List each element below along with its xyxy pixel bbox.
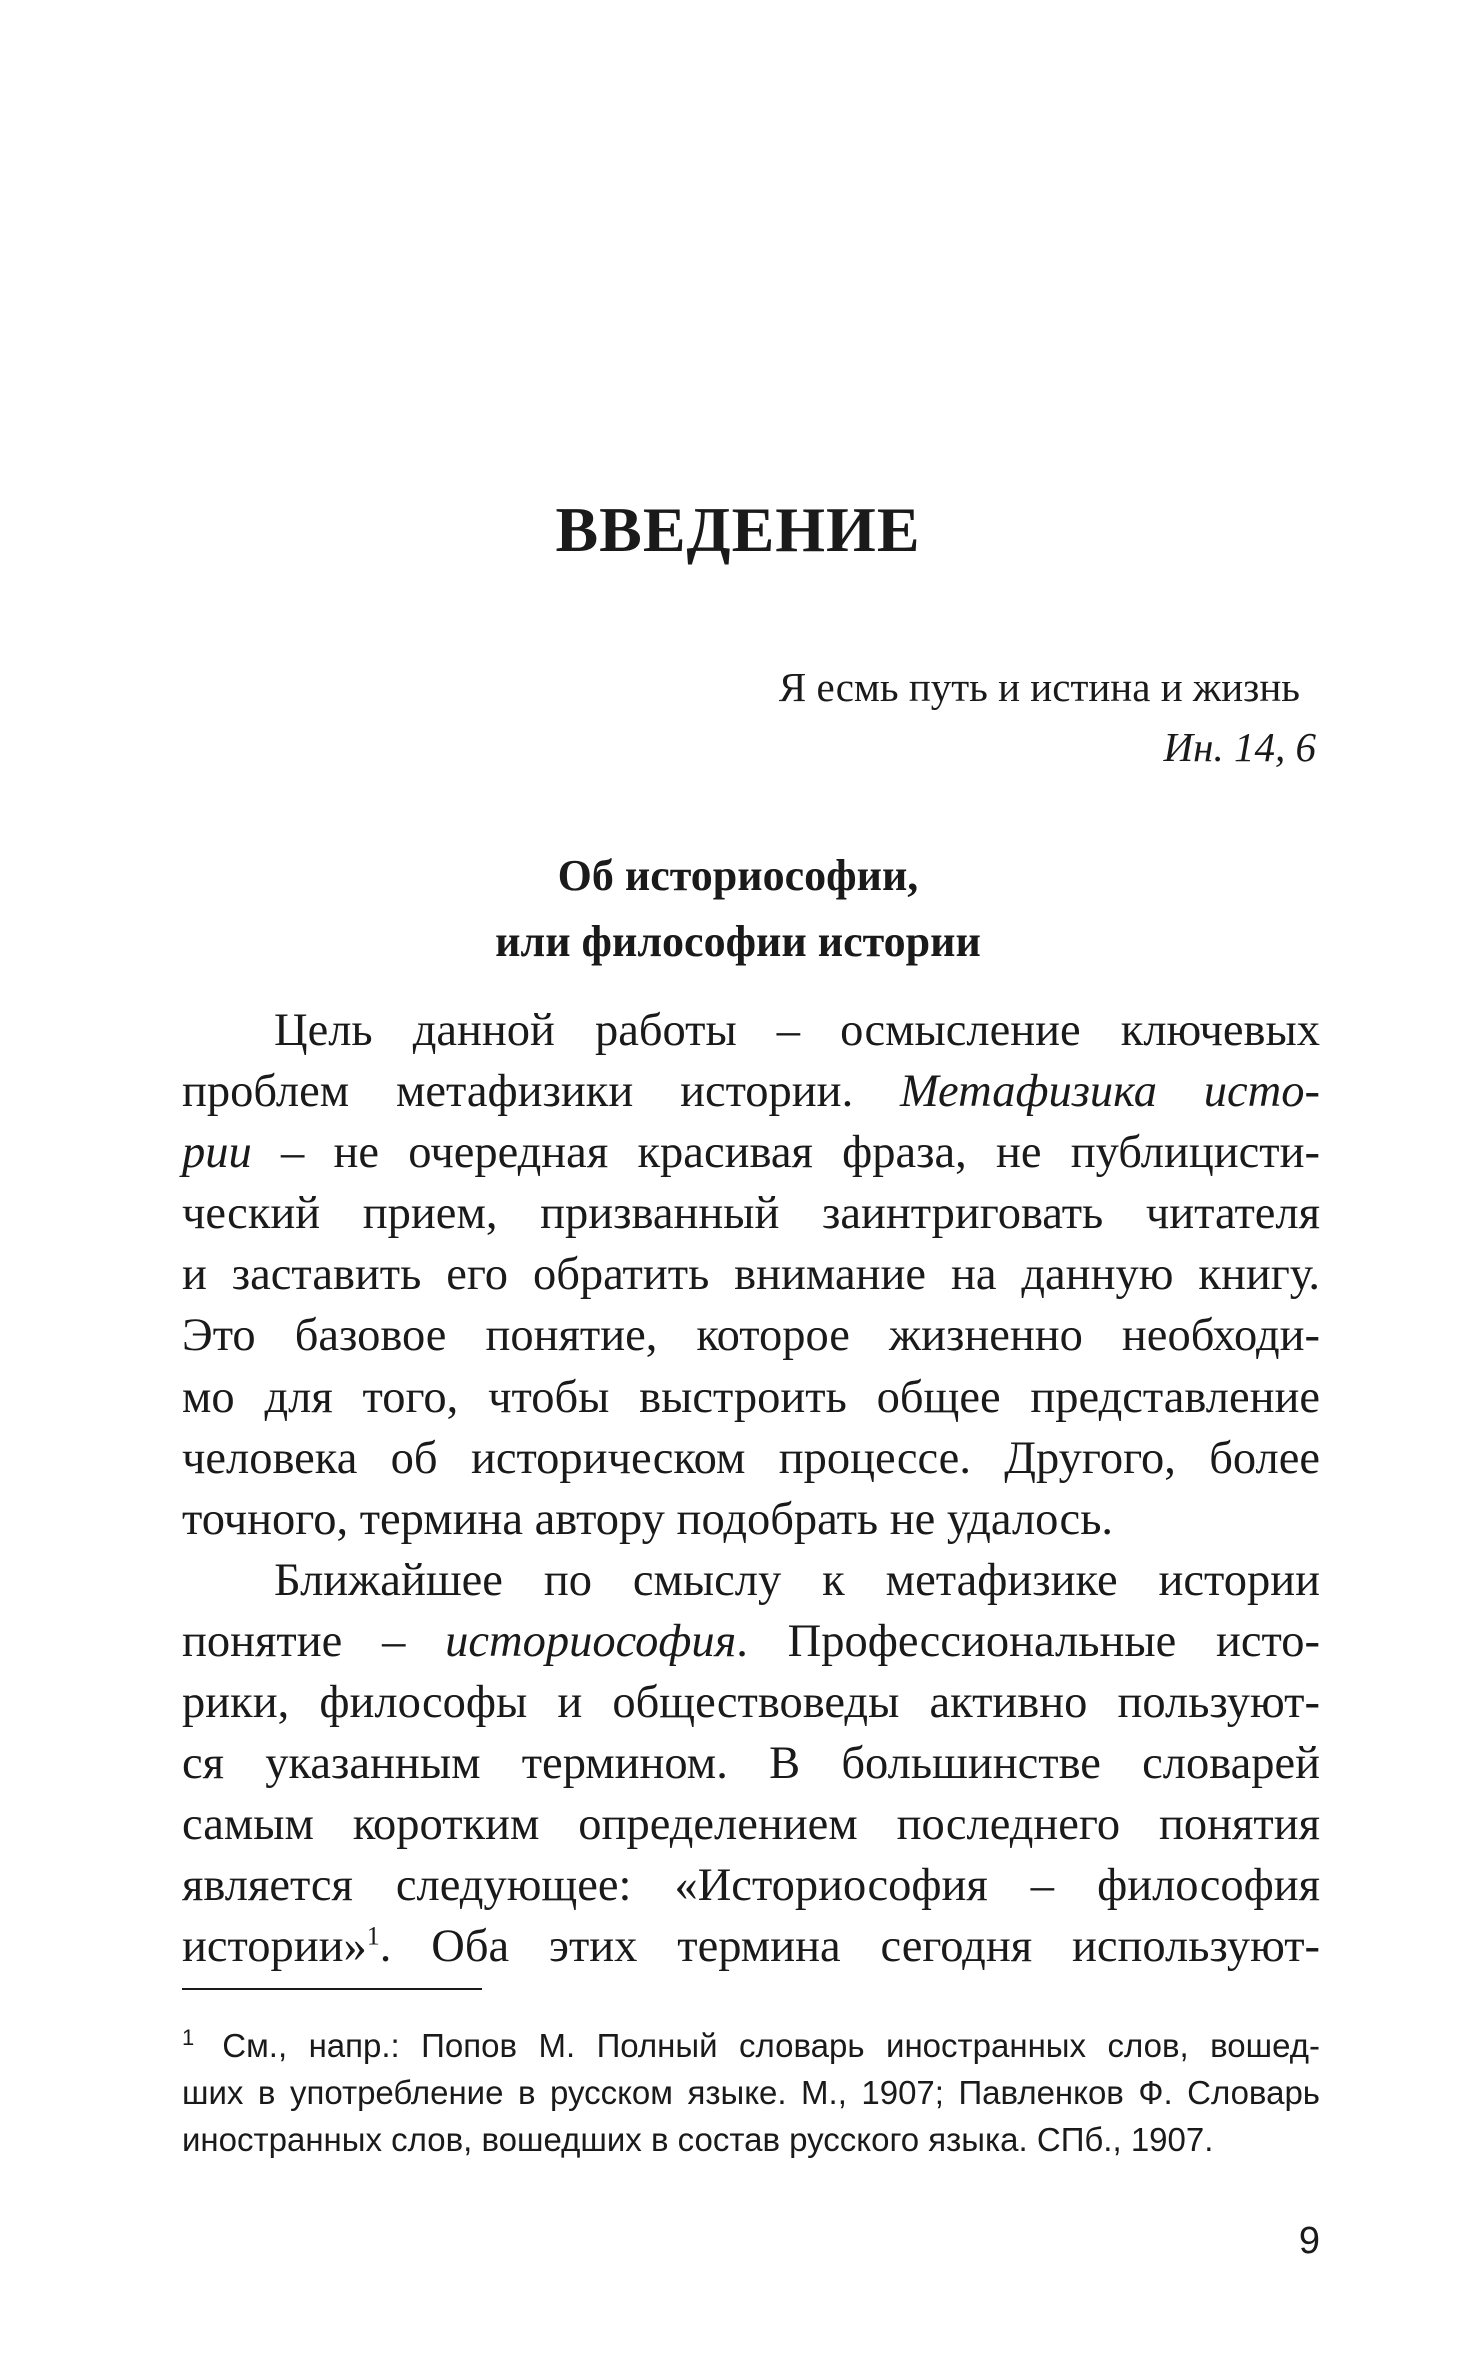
footnote-reference: 1: [366, 1921, 380, 1951]
body-fragment: понятие –: [182, 1615, 446, 1667]
body-line: точного, термина автору подобрать не удалось.: [182, 1493, 1114, 1545]
footnote-marker: 1: [182, 2025, 195, 2050]
epigraph-quote: Я есмь путь и истина и жизнь: [778, 664, 1300, 710]
body-line: человека об историческом процессе. Другого, более: [182, 1432, 1320, 1484]
footnote-line: ших в употребление в русском языке. М., 1907; Павленков Ф. Словарь: [182, 2074, 1320, 2111]
body-emphasis: Метафизика исто-: [899, 1066, 1320, 1118]
body-line: мо для того, чтобы выстроить общее представление: [182, 1371, 1320, 1423]
footnote-divider: [182, 1988, 482, 1990]
body-line: Ближайшее по смыслу к метафизике истории: [274, 1554, 1320, 1606]
body-line: Это базовое понятие, которое жизненно необходи-: [182, 1310, 1320, 1362]
chapter-title: ВВЕДЕНИЕ: [555, 494, 921, 565]
epigraph-source: Ин. 14, 6: [1163, 724, 1316, 770]
body-line: [182, 1061, 1320, 1122]
body-emphasis: историософия: [445, 1615, 737, 1667]
body-line: рики, философы и обществоведы активно пользуют-: [182, 1677, 1320, 1729]
body-fragment: проблем метафизики истории.: [182, 1066, 900, 1118]
body-line: [182, 1122, 1320, 1183]
footnote-line: иностранных слов, вошедших в состав русского языка. СПб., 1907.: [182, 2121, 1214, 2158]
epigraph: [779, 657, 1316, 777]
body-line: Цель данной работы – осмысление ключевых: [274, 1005, 1320, 1056]
body-line: является следующее: «Историософия – философия: [182, 1860, 1320, 1912]
body-line: ческий прием, призванный заинтриговать читателя: [182, 1188, 1320, 1240]
footnote-fragment: См., напр.: Попов М. Полный словарь иностранных слов, вошед-: [222, 2027, 1320, 2064]
body-text: [182, 1000, 1320, 1978]
body-fragment: . Профессиональные исто-: [736, 1615, 1320, 1667]
page-number: 9: [1298, 2220, 1320, 2262]
body-line: [182, 1916, 1320, 1977]
section-title: [0, 843, 1476, 975]
body-fragment: истории»: [182, 1921, 367, 1973]
body-fragment: – не очередная красивая фраза, не публицисти-: [251, 1127, 1320, 1179]
body-fragment: . Оба этих термина сегодня используют-: [379, 1921, 1320, 1973]
body-line: и заставить его обратить внимание на данную книгу.: [182, 1249, 1320, 1301]
body-line: самым коротким определением последнего понятия: [182, 1799, 1320, 1851]
footnote-line: [182, 2022, 1320, 2069]
body-line: ся указанным термином. В большинстве словарей: [182, 1738, 1320, 1790]
body-line: [182, 1611, 1320, 1672]
section-title-line-2: или философии истории: [495, 917, 981, 966]
body-emphasis: рии: [182, 1127, 252, 1179]
footnote: [182, 2022, 1320, 2163]
section-title-line-1: Об историософии,: [557, 851, 919, 900]
